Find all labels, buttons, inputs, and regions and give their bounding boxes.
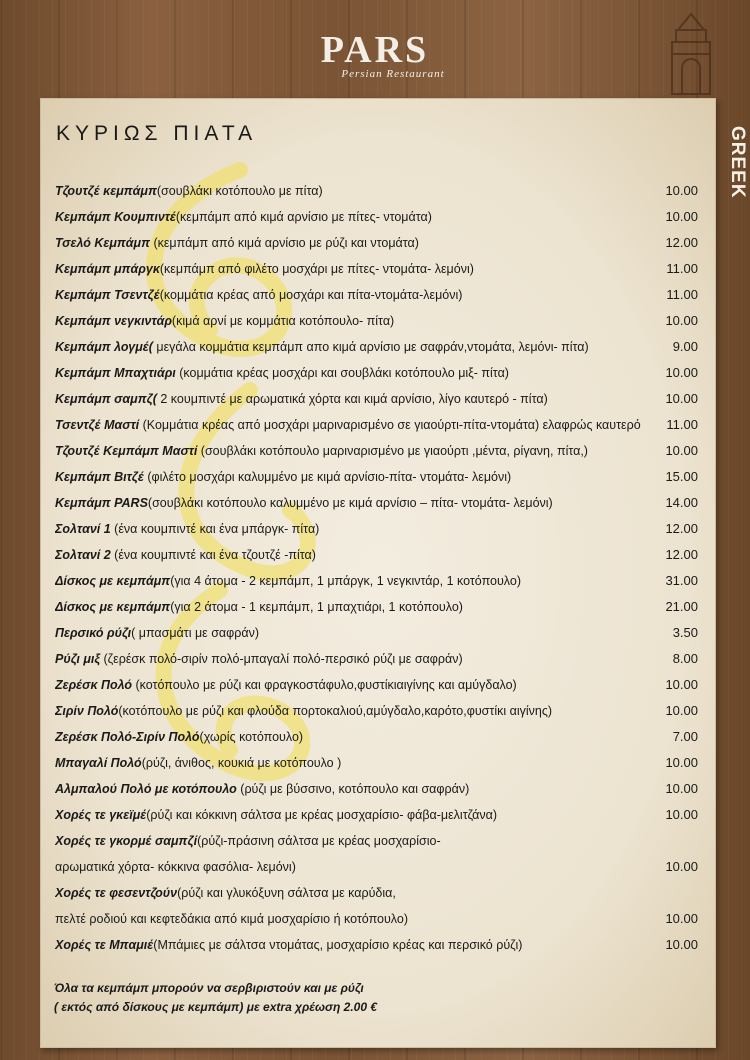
item-description: (ένα κουμπιντέ και ένα τζουτζέ -πίτα) bbox=[110, 548, 316, 562]
item-name: Κεμπάμπ μπάργκ bbox=[55, 262, 160, 276]
item-description: (κεμπάμπ από κιμά αρνίσιο με ρύζι και ντομάτα) bbox=[149, 236, 419, 250]
menu-item bbox=[55, 282, 710, 308]
item-description: (κοτόπουλο με ρύζι και φλούδα πορτοκαλιού,αμύγδαλο,καρότο,φυστίκι αιγίνης) bbox=[118, 704, 553, 718]
menu-item bbox=[55, 516, 710, 542]
menu-item bbox=[55, 178, 710, 204]
language-label: GREEK bbox=[727, 126, 748, 199]
item-description: (φιλέτο μοσχάρι καλυμμένο με κιμά αρνίσιο-πίτα- ντομάτα- λεμόνι) bbox=[143, 470, 512, 484]
item-description: (σουβλάκι κοτόπουλο με πίτα) bbox=[156, 184, 323, 198]
item-description: (κομμάτια κρέας μοσχάρι και σουβλάκι κοτόπουλο μιξ- πίτα) bbox=[175, 366, 509, 380]
menu-item bbox=[55, 880, 710, 932]
menu-item bbox=[55, 230, 710, 256]
item-price: 10.00 bbox=[665, 911, 698, 926]
item-name: Ζερέσκ Πολό-Σιρίν Πολό bbox=[55, 730, 200, 744]
menu-item bbox=[55, 828, 710, 880]
item-description: (χωρίς κοτόπουλο) bbox=[199, 730, 304, 744]
item-description-continued: πελτέ ροδιού και κεφτεδάκια από κιμά μοσχαρίσιο ή κοτόπουλο) bbox=[55, 912, 408, 926]
item-description: (ρύζι-πράσινη σάλτσα με κρέας μοσχαρίσιο- bbox=[197, 834, 441, 848]
item-description: μεγάλα κομμάτια κεμπάμπ απο κιμά αρνίσιο με σαφράν,ντομάτα, λεμόνι- πίτα) bbox=[152, 340, 589, 354]
item-price: 3.50 bbox=[672, 625, 698, 640]
menu-item bbox=[55, 412, 710, 438]
item-price: 10.00 bbox=[665, 937, 698, 952]
item-name: Περσικό ρύζι bbox=[55, 626, 132, 640]
menu-item bbox=[55, 776, 710, 802]
item-description: (σουβλάκι κοτόπουλο μαριναρισμένο με γιαούρτι ,μέντα, ρίγανη, πίτα,) bbox=[197, 444, 588, 458]
item-price: 15.00 bbox=[665, 469, 698, 484]
item-name: Τζουτζέ κεμπάμπ bbox=[55, 184, 157, 198]
item-price: 10.00 bbox=[665, 677, 698, 692]
item-price: 10.00 bbox=[665, 781, 698, 796]
item-description: (κοτόπουλο με ρύζι και φραγκοστάφυλο,φυστίκιαιγίνης και αμύγδαλο) bbox=[132, 678, 517, 692]
item-price: 12.00 bbox=[665, 235, 698, 250]
item-price: 12.00 bbox=[665, 547, 698, 562]
menu-item bbox=[55, 490, 710, 516]
item-description: (ρύζι, άνιθος, κουκιά με κοτόπουλο ) bbox=[141, 756, 342, 770]
item-name: Χορές τε Μπαμιέ bbox=[55, 938, 154, 952]
section-title: ΚΥΡΙΩΣ ΠΙΑΤΑ bbox=[56, 122, 258, 145]
brand-name: PARS bbox=[320, 29, 430, 71]
menu-item bbox=[55, 620, 710, 646]
item-price: 11.00 bbox=[666, 417, 698, 432]
menu-item bbox=[55, 386, 710, 412]
menu-item bbox=[55, 542, 710, 568]
item-price: 7.00 bbox=[672, 729, 698, 744]
tower-icon bbox=[660, 10, 722, 98]
item-description: (ένα κουμπιντέ και ένα μπάργκ- πίτα) bbox=[110, 522, 320, 536]
item-price: 10.00 bbox=[665, 859, 698, 874]
restaurant-logo bbox=[0, 30, 750, 80]
item-name: Μπαγαλί Πολό bbox=[55, 756, 142, 770]
item-price: 10.00 bbox=[665, 391, 698, 406]
item-name: Κεμπάμπ PARS bbox=[55, 496, 148, 510]
item-price: 10.00 bbox=[665, 209, 698, 224]
item-price: 11.00 bbox=[666, 261, 698, 276]
item-name: Κεμπάμπ σαμπζ( bbox=[55, 392, 157, 406]
item-description: (σουβλάκι κοτόπουλο καλυμμένο με κιμά αρνίσιο – πίτα- ντομάτα- λεμόνι) bbox=[147, 496, 553, 510]
item-name: Χορές τε γκεϊμέ bbox=[55, 808, 147, 822]
item-description: ( μπασμάτι με σαφράν) bbox=[131, 626, 259, 640]
menu-item bbox=[55, 698, 710, 724]
item-price: 10.00 bbox=[665, 313, 698, 328]
item-price: 10.00 bbox=[665, 755, 698, 770]
item-name: Τσεντζέ Μαστί bbox=[55, 418, 140, 432]
item-description: (για 4 άτομα - 2 κεμπάμπ, 1 μπάργκ, 1 νεγκιντάρ, 1 κοτόπουλο) bbox=[170, 574, 521, 588]
item-description: (ρύζι με βύσσινο, κοτόπουλο και σαφράν) bbox=[236, 782, 470, 796]
item-name: Κεμπάμπ Βιτζέ bbox=[55, 470, 144, 484]
menu-list bbox=[55, 178, 710, 958]
item-description: (ζερέσκ πολό-σιρίν πολό-μπαγαλί πολό-περσικό ρύζι με σαφράν) bbox=[99, 652, 463, 666]
item-description: 2 κουμπιντέ με αρωματικά χόρτα και κιμά αρνίσιο, λίγο καυτερό - πίτα) bbox=[156, 392, 548, 406]
menu-item bbox=[55, 932, 710, 958]
item-name: Ρύζι μιξ bbox=[55, 652, 100, 666]
item-name: Ζερέσκ Πολό bbox=[55, 678, 133, 692]
item-name: Κεμπάμπ νεγκιντάρ bbox=[55, 314, 172, 328]
menu-item bbox=[55, 256, 710, 282]
menu-item bbox=[55, 750, 710, 776]
item-name: Κεμπάμπ Τσεντζέ bbox=[55, 288, 160, 302]
item-name: Δίσκος με κεμπάμπ bbox=[55, 574, 171, 588]
item-name: Κεμπάμπ Μπαχτιάρι bbox=[55, 366, 176, 380]
item-name: Σιρίν Πολό bbox=[55, 704, 119, 718]
brand-tagline: Persian Restaurant bbox=[341, 68, 445, 80]
menu-item bbox=[55, 724, 710, 750]
menu-item bbox=[55, 802, 710, 828]
item-price: 10.00 bbox=[665, 807, 698, 822]
item-name: Τζουτζέ Κεμπάμπ Μαστί bbox=[55, 444, 198, 458]
item-description: (ρύζι και κόκκινη σάλτσα με κρέας μοσχαρίσιο- φάβα-μελιτζάνα) bbox=[146, 808, 498, 822]
item-name: Τσελό Κεμπάμπ bbox=[55, 236, 150, 250]
item-price: 12.00 bbox=[665, 521, 698, 536]
item-price: 10.00 bbox=[665, 365, 698, 380]
item-description: (Κομμάτια κρέας από μοσχάρι μαριναρισμένο σε γιαούρτι-πίτα-ντομάτα) ελαφρώς καυτερό bbox=[139, 418, 641, 432]
note-line-2: ( εκτός από δίσκους με κεμπάμπ) με extra χρέωση 2.00 € bbox=[54, 1000, 378, 1014]
item-description-continued: αρωματικά χόρτα- κόκκινα φασόλια- λεμόνι) bbox=[55, 860, 296, 874]
menu-item bbox=[55, 308, 710, 334]
menu-item bbox=[55, 204, 710, 230]
item-name: Αλμπαλού Πολό με κοτόπουλο bbox=[55, 782, 237, 796]
item-description: (κεμπάμπ από φιλέτο μοσχάρι με πίτες- ντομάτα- λεμόνι) bbox=[159, 262, 474, 276]
menu-item bbox=[55, 594, 710, 620]
item-name: Δίσκος με κεμπάμπ bbox=[55, 600, 171, 614]
item-price: 10.00 bbox=[665, 703, 698, 718]
item-name: Χορές τε γκορμέ σαμπζί bbox=[55, 834, 198, 848]
menu-item bbox=[55, 672, 710, 698]
item-price: 14.00 bbox=[665, 495, 698, 510]
item-description: (κεμπάμπ από κιμά αρνίσιο με πίτες- ντομάτα) bbox=[175, 210, 432, 224]
rice-note bbox=[54, 979, 377, 1017]
item-description: (κιμά αρνί με κομμάτια κοτόπουλο- πίτα) bbox=[171, 314, 395, 328]
item-name: Σολτανί 1 bbox=[55, 522, 111, 536]
item-description: (Μπάμιες με σάλτσα ντομάτας, μοσχαρίσιο κρέας και περσικό ρύζι) bbox=[153, 938, 523, 952]
menu-item bbox=[55, 646, 710, 672]
menu-item bbox=[55, 464, 710, 490]
item-price: 10.00 bbox=[665, 183, 698, 198]
menu-item bbox=[55, 438, 710, 464]
item-name: Χορές τε φεσεντζούν bbox=[55, 886, 178, 900]
menu-item bbox=[55, 334, 710, 360]
item-description: (κομμάτια κρέας από μοσχάρι και πίτα-ντομάτα-λεμόνι) bbox=[159, 288, 463, 302]
item-name: Κεμπάμπ λογμέ( bbox=[55, 340, 153, 354]
note-line-1: Όλα τα κεμπάμπ μπορούν να σερβιριστούν και με ρύζι bbox=[54, 981, 364, 995]
item-price: 8.00 bbox=[672, 651, 698, 666]
item-description: (για 2 άτομα - 1 κεμπάμπ, 1 μπαχτιάρι, 1 κοτόπουλο) bbox=[170, 600, 463, 614]
item-price: 11.00 bbox=[666, 287, 698, 302]
item-price: 31.00 bbox=[665, 573, 698, 588]
item-name: Κεμπάμπ Κουμπιντέ bbox=[55, 210, 176, 224]
item-description: (ρύζι και γλυκόξυνη σάλτσα με καρύδια, bbox=[177, 886, 396, 900]
menu-item bbox=[55, 360, 710, 386]
item-price: 10.00 bbox=[665, 443, 698, 458]
item-price: 9.00 bbox=[672, 339, 698, 354]
item-name: Σολτανί 2 bbox=[55, 548, 111, 562]
menu-item bbox=[55, 568, 710, 594]
item-price: 21.00 bbox=[665, 599, 698, 614]
